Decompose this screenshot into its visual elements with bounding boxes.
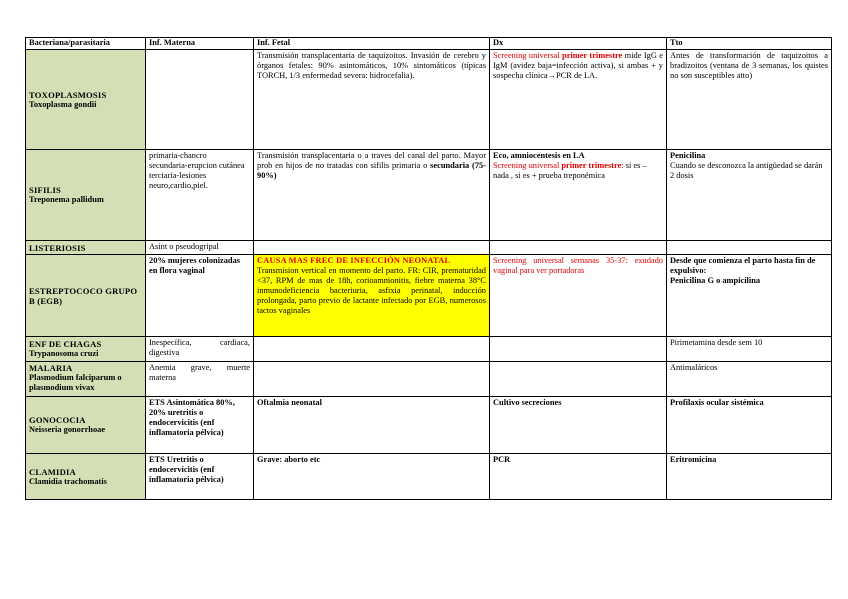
table-row <box>26 397 832 454</box>
cell-dx: Cultivo secreciones <box>490 397 667 454</box>
tto-bold: Penicilina <box>670 151 706 160</box>
dx-rest: mide IgG e IgM (avidez baja=infección activa), si ambas + y sospecha clínica→PCR de LA. <box>493 51 663 80</box>
header-fetal: Inf. Fetal <box>254 38 490 50</box>
header-row <box>26 38 832 50</box>
cell-dx <box>490 50 667 150</box>
table-row <box>26 454 832 500</box>
row-name-gono <box>26 397 146 454</box>
disease-name: MALARIA <box>29 363 73 373</box>
disease-name: LISTERIOSIS <box>29 242 86 253</box>
cell-tto: Eritromicina <box>667 454 832 500</box>
cell-fetal <box>254 150 490 241</box>
materna-line: primaria-chancro <box>149 151 207 160</box>
cell-dx <box>490 337 667 362</box>
table-row <box>26 50 832 150</box>
cell-fetal: Grave: aborto etc <box>254 454 490 500</box>
row-name-strepto <box>26 255 146 337</box>
cell-dx <box>490 362 667 397</box>
species-name: Clamidia trachomatis <box>29 476 107 486</box>
cell-fetal <box>254 241 490 255</box>
header-tto: Tto <box>667 38 832 50</box>
fetal-text: Transmisión transplacentaria o a traves del canal del parto. Mayor prob en hijos de no tratadas con sifilis primaria o <box>257 151 486 170</box>
header-dx: Dx <box>490 38 667 50</box>
dx-red-end: : <box>621 161 624 170</box>
cell-dx: PCR <box>490 454 667 500</box>
dx-bold: Eco, amniocentesis en LA <box>493 151 585 160</box>
table-row <box>26 337 832 362</box>
cell-materna: ETS Uretritis o endocervicitis (enf inflamatoria pélvica) <box>146 454 254 500</box>
table-row <box>26 150 832 241</box>
cell-materna <box>146 50 254 150</box>
cell-materna: Anemia grave, muerte materna <box>146 362 254 397</box>
fetal-title: CAUSA MAS FREC DE INFECCIÓN NEONATAL <box>257 256 451 265</box>
cell-tto <box>667 255 832 337</box>
cell-dx: Screening universal semanas 35-37: exudado vaginal para ver portadoras <box>490 255 667 337</box>
cell-dx <box>490 241 667 255</box>
header-materna: Inf. Materna <box>146 38 254 50</box>
cell-fetal <box>254 337 490 362</box>
cell-fetal: Oftalmia neonatal <box>254 397 490 454</box>
species-name: Toxoplasma gondii <box>29 99 97 109</box>
cell-tto: Profilaxis ocular sistémica <box>667 397 832 454</box>
row-name-chagas <box>26 337 146 362</box>
cell-fetal <box>254 255 490 337</box>
tto-text: Cuando se desconozca la antigüedad se darán 2 dosis <box>670 161 823 180</box>
dx-red-bold: primer trimestre <box>561 161 622 170</box>
disease-name: GONOCOCIA <box>29 415 86 425</box>
disease-name: ENF DE CHAGAS <box>29 339 102 349</box>
cell-materna: 20% mujeres colonizadas en flora vaginal <box>146 255 254 337</box>
disease-name: CLAMIDIA <box>29 466 76 477</box>
species-name: Plasmodium falciparum o plasmodium vivax <box>29 373 122 392</box>
dx-rest: si es – nada , si es + prueba treponémica <box>493 161 647 180</box>
table-row <box>26 362 832 397</box>
species-name: Trypanosoma cruzi <box>29 349 99 358</box>
dx-red: Screening universal <box>493 51 560 60</box>
row-name-sifilis <box>26 150 146 241</box>
tto-bold2: Penicilina G o ampicilina <box>670 276 761 285</box>
infections-table <box>25 37 832 500</box>
tto-bold: Desde que comienza el parto hasta fin de expulsivo: <box>670 256 816 275</box>
disease-name: ESTREPTOCOCO GRUPO B (EGB) <box>29 285 138 306</box>
cell-materna: Asint o pseudogripal <box>146 241 254 255</box>
materna-line: secundaria-erupcion cutánea <box>149 161 245 170</box>
table-row <box>26 255 832 337</box>
cell-materna: Inespecífica, cardiaca, digestiva <box>146 337 254 362</box>
cell-dx <box>490 150 667 241</box>
cell-tto: Pirimetamina desde sem 10 <box>667 337 832 362</box>
fetal-bold: secundaria (75-90%) <box>257 161 486 180</box>
disease-name: TOXOPLASMOSIS <box>29 89 107 100</box>
species-name: Treponema pallidum <box>29 195 104 204</box>
cell-fetal <box>254 362 490 397</box>
row-name-toxo <box>26 50 146 150</box>
cell-tto: Antimaláricos <box>667 362 832 397</box>
fetal-text: Transmision vertical en momento del parto. FR: CIR, prematuridad <37, RPM de mas de 18h, corioamnionitis, fiebre materna 38°C inmunodeficiencia bacteriuria, asfixia perinatal, inducción prolongada, parto previo de lactante infectado por EGB, numerosos tactos vaginales <box>257 266 486 315</box>
row-name-clamidia <box>26 454 146 500</box>
row-name-malaria <box>26 362 146 397</box>
materna-line: terciaria-lesiones neuro,cardio,piel. <box>149 171 208 190</box>
disease-name: SIFILIS <box>29 185 61 195</box>
header-bacteria: Bacteriana/parasitaria <box>26 38 146 50</box>
species-name: Neisseria gonorrhoae <box>29 425 106 434</box>
cell-tto <box>667 150 832 241</box>
row-name-listeriosis <box>26 241 146 255</box>
table-row <box>26 241 832 255</box>
dx-red-bold: primer trimestre <box>562 51 623 60</box>
cell-tto <box>667 241 832 255</box>
cell-tto: Antes de transformación de taquizoitos a bradizoitos (ventana de 3 semanas, los quistes no son susceptibles atto) <box>667 50 832 150</box>
cell-fetal: Transmisión transplacentaria de taquizoitos. Invasión de cerebro y órganos fetales: 90% asintomáticos, 10% sintomáticos (típicas TORCH, 1/3 enfermedad severa: hidrocefalia). <box>254 50 490 150</box>
dx-red: Screening universal <box>493 161 560 170</box>
cell-materna <box>146 150 254 241</box>
cell-materna: ETS Asintomática 80%, 20% uretritis o endocervicitis (enf inflamatoria pélvica) <box>146 397 254 454</box>
